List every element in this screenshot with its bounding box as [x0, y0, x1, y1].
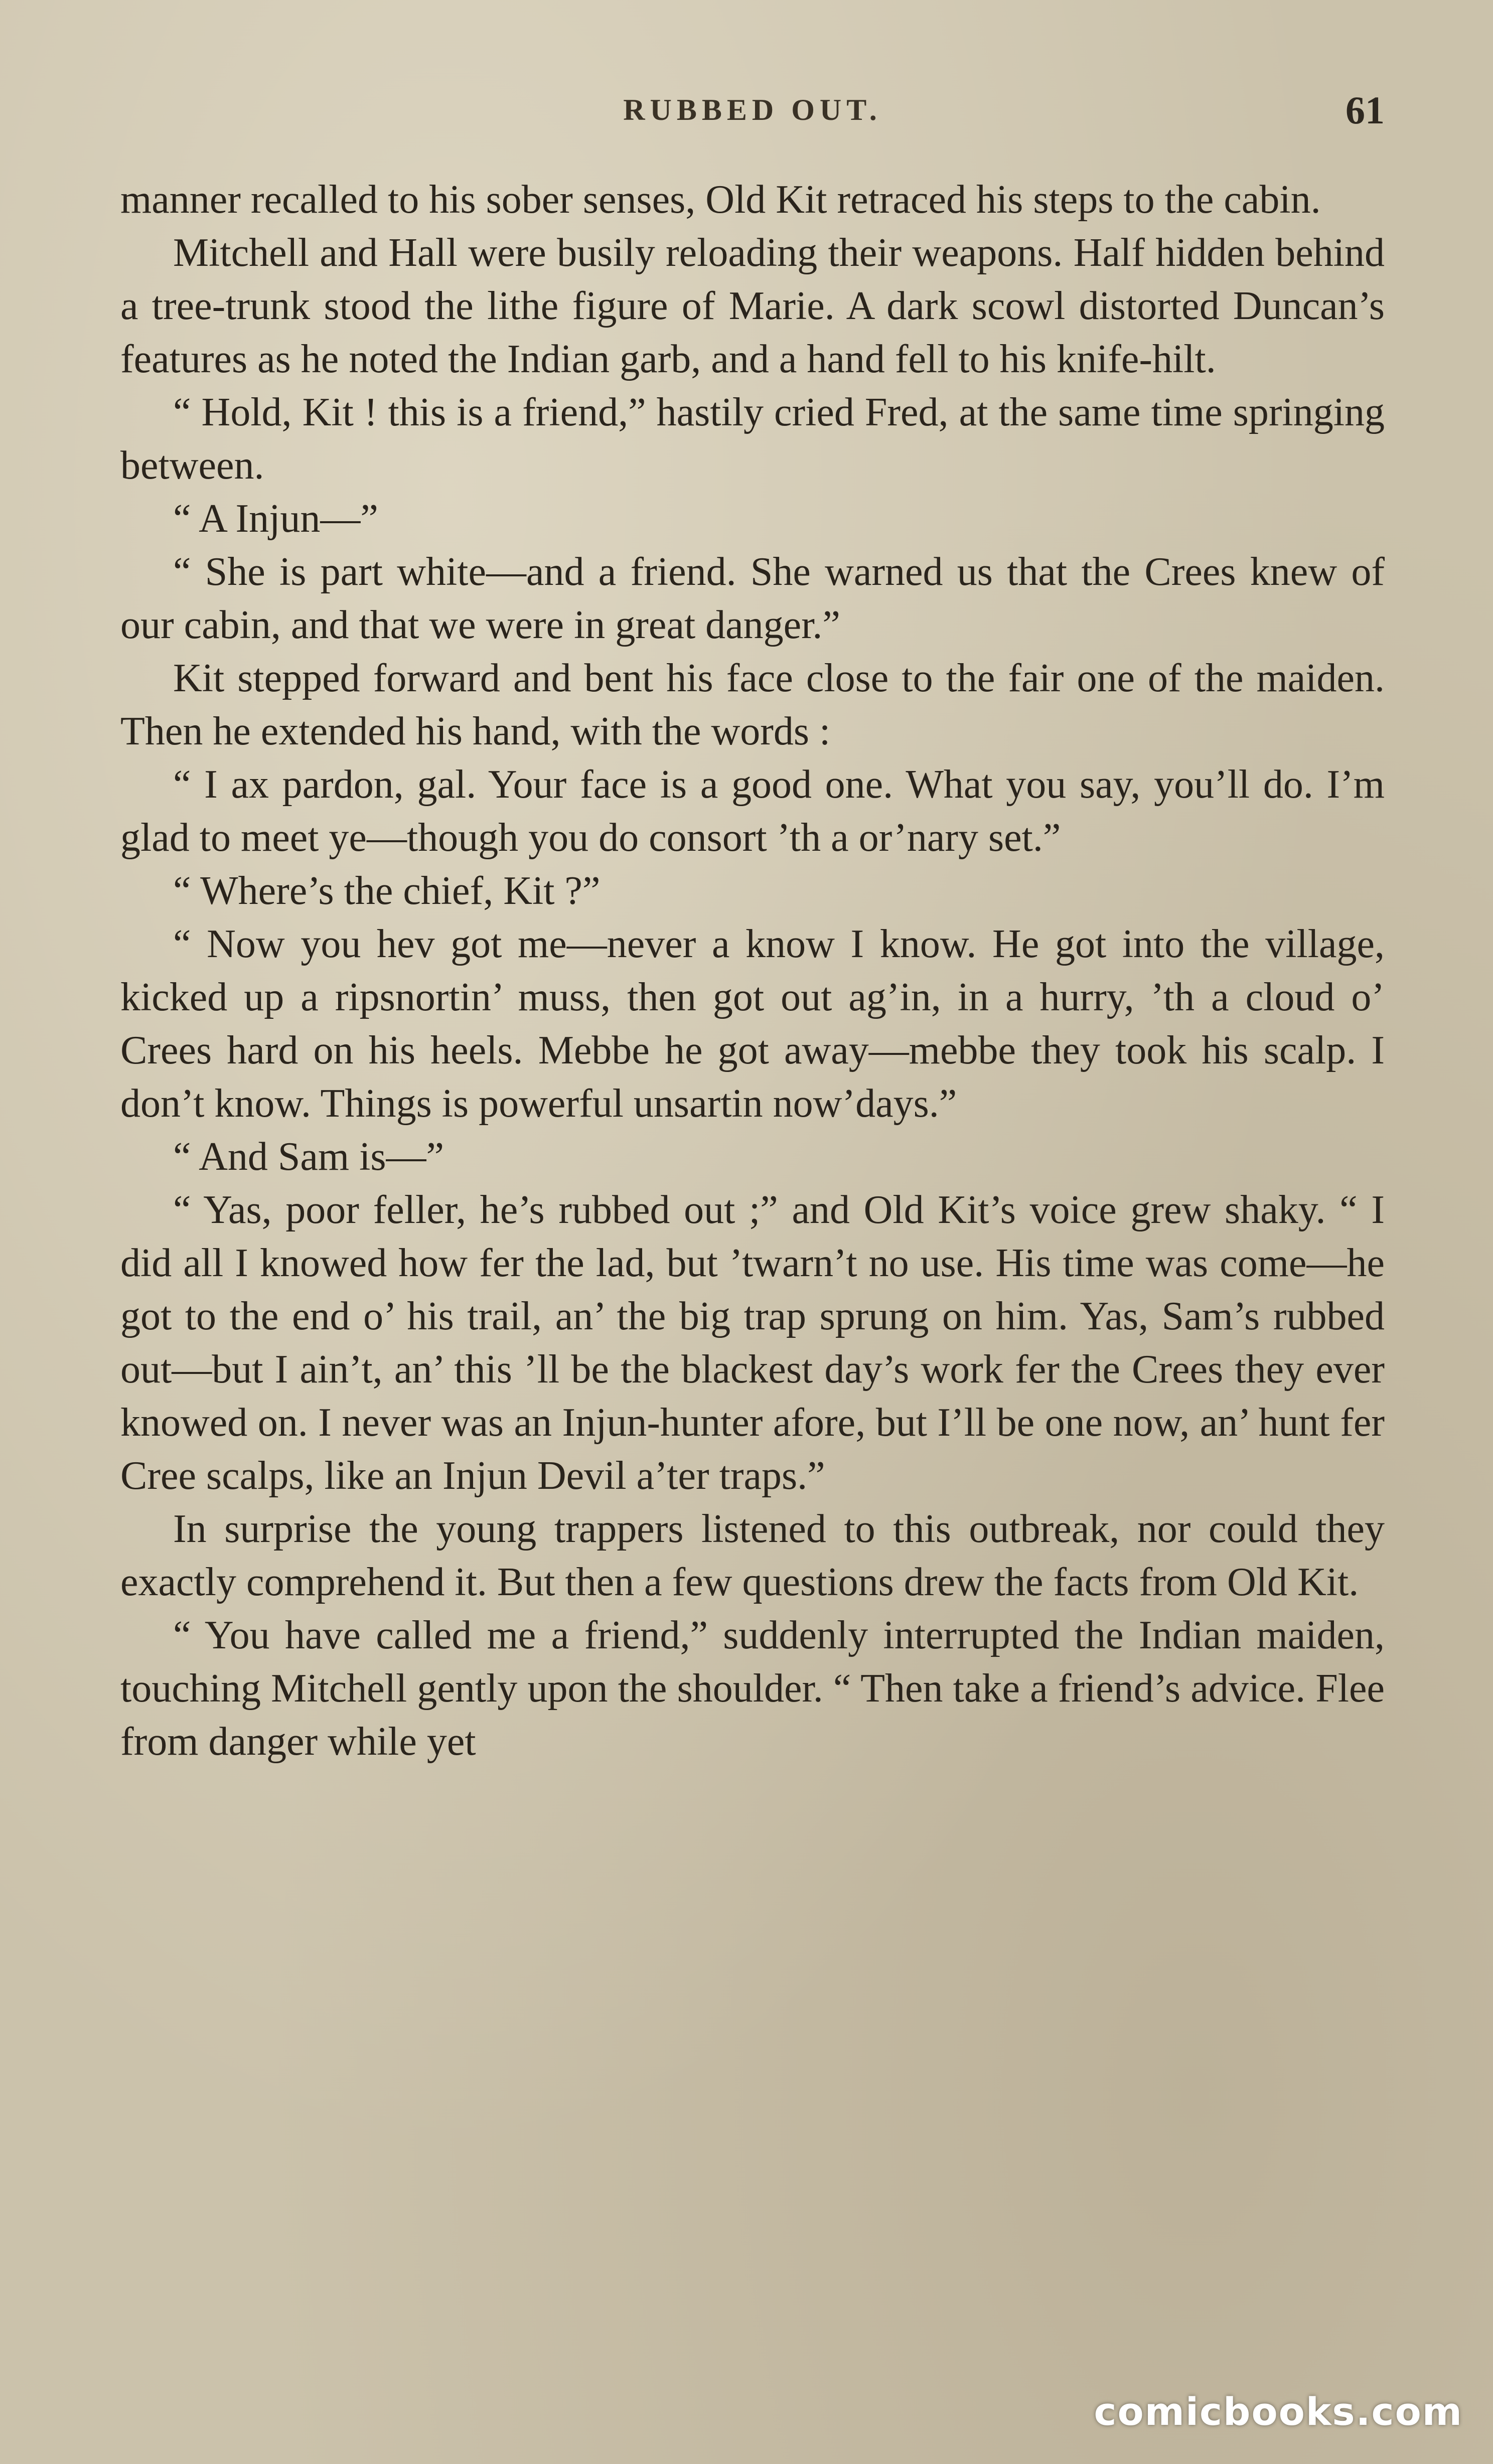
paragraph-11: “ Yas, poor feller, he’s rubbed out ;” and Old Kit’s voice grew shaky. “ I did all I knowed how fer the lad, but ’twarn’t no use. His time was come—he got to the end o’ his trail, an’ the big trap sprung on him. Yas, Sam’s rubbed out—but I ain’t, an’ this ’ll be the blackest day’s work fer the Crees they ever knowed on. I never was an Injun-hunter afore, but I’ll be one now, an’ hunt fer Cree scalps, like an Injun Devil a’ter traps.” — [120, 1188, 1385, 1498]
paragraph-5: “ She is part white—and a friend. She warned us that the Crees knew of our cabin, and that we were in great danger.” — [120, 550, 1385, 647]
paragraph-4: “ A Injun—” — [173, 497, 378, 541]
paragraph-8: “ Where’s the chief, Kit ?” — [173, 869, 601, 913]
paragraph-7: “ I ax pardon, gal. Your face is a good one. What you say, you’ll do. I’m glad to meet ye—though you do consort ’th a or’nary set.” — [120, 762, 1385, 860]
paragraph-2: Mitchell and Hall were busily reloading their weapons. Half hidden behind a tree-trunk stood the lithe figure of Marie. A dark scowl distorted Duncan’s features as he noted the Indian garb, and a hand fell to his knife-hilt. — [120, 231, 1385, 381]
running-head — [120, 88, 1385, 143]
site-watermark: comicbooks.com — [1094, 2389, 1463, 2434]
paragraph-6: Kit stepped forward and bent his face close to the fair one of the maiden. Then he extended his hand, with the words : — [120, 656, 1385, 753]
paragraph-13: “ You have called me a friend,” suddenly interrupted the Indian maiden, touching Mitchell gently upon the shoulder. “ Then take a friend’s advice. Flee from danger while yet — [120, 1613, 1385, 1764]
paragraph-1: manner recalled to his sober senses, Old Kit retraced his steps to the cabin. — [120, 178, 1321, 222]
paragraph-3: “ Hold, Kit ! this is a friend,” hastily cried Fred, at the same time springing between. — [120, 390, 1385, 488]
body-text — [120, 173, 1385, 1768]
page-number: 61 — [1346, 88, 1385, 132]
chapter-running-title: RUBBED OUT. — [623, 93, 882, 126]
paragraph-9: “ Now you hev got me—never a know I know. He got into the village, kicked up a ripsnortin’ muss, then got out ag’in, in a hurry, ’th a cloud o’ Crees hard on his heels. Mebbe he got away—mebbe they took his scalp. I don’t know. Things is powerful unsartin now’days.” — [120, 922, 1385, 1126]
paragraph-12: In surprise the young trappers listened to this outbreak, nor could they exactly comprehend it. But then a few questions drew the facts from Old Kit. — [120, 1507, 1385, 1604]
paragraph-10: “ And Sam is—” — [173, 1135, 444, 1179]
